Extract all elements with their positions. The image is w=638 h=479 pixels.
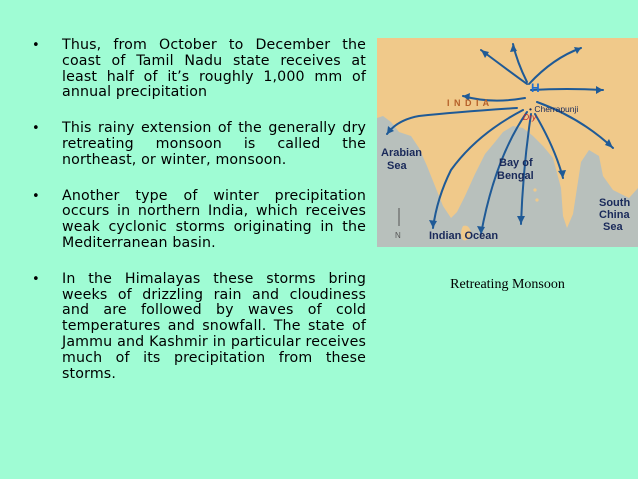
label-bay-of-bengal: Bengal (497, 170, 534, 182)
bullet-list (30, 38, 366, 382)
bullet-item (30, 272, 366, 383)
label-india: I N D I A (447, 98, 491, 108)
bullet-marker-icon: • (32, 38, 40, 53)
island (533, 188, 536, 191)
label-cherrapunji: • Cherrapunji (529, 104, 579, 114)
label-dry: Dry (523, 112, 537, 122)
bullet-item (30, 38, 366, 101)
bullet-item (30, 189, 366, 252)
island (535, 198, 538, 201)
bullet-text: Thus, from October to December the coast of Tamil Nadu state receives at least half of it’s roughly 1,000 mm of annual precipitation (62, 37, 366, 101)
wind-arrow (531, 89, 603, 90)
label-arabian-sea: Arabian (381, 147, 422, 159)
svg-text:N: N (395, 231, 401, 240)
label-south-china-sea: South (599, 197, 631, 209)
bullet-item (30, 121, 366, 168)
bullet-marker-icon: • (32, 271, 40, 287)
bullet-text: This rainy extension of the generally dry retreating monsoon is called the northeast, or winter, monsoon. (62, 120, 366, 168)
label-bay-of-bengal: Bay of (499, 157, 533, 169)
bullet-marker-icon: • (32, 121, 40, 137)
label-south-china-sea: Sea (603, 221, 623, 233)
label-indian-ocean: Indian Ocean (429, 230, 499, 242)
label-high-pressure: H (531, 81, 540, 95)
label-south-china-sea: China (599, 209, 630, 221)
monsoon-map-svg (377, 38, 638, 247)
bullet-marker-icon: • (32, 188, 40, 204)
bullet-text: In the Himalayas these storms bring weeks of drizzling rain and cloudiness and are followed by waves of cold temperatures and snowfall. The state of Jammu and Kashmir in particular receives much of its precipitation from these storms. (62, 270, 366, 382)
monsoon-map (377, 38, 638, 247)
map-caption: Retreating Monsoon (450, 277, 565, 292)
label-arabian-sea: Sea (387, 160, 407, 172)
bullet-text: Another type of winter precipitation occurs in northern India, which receives weak cyclonic storms originating in the Mediterranean basin. (62, 187, 366, 251)
